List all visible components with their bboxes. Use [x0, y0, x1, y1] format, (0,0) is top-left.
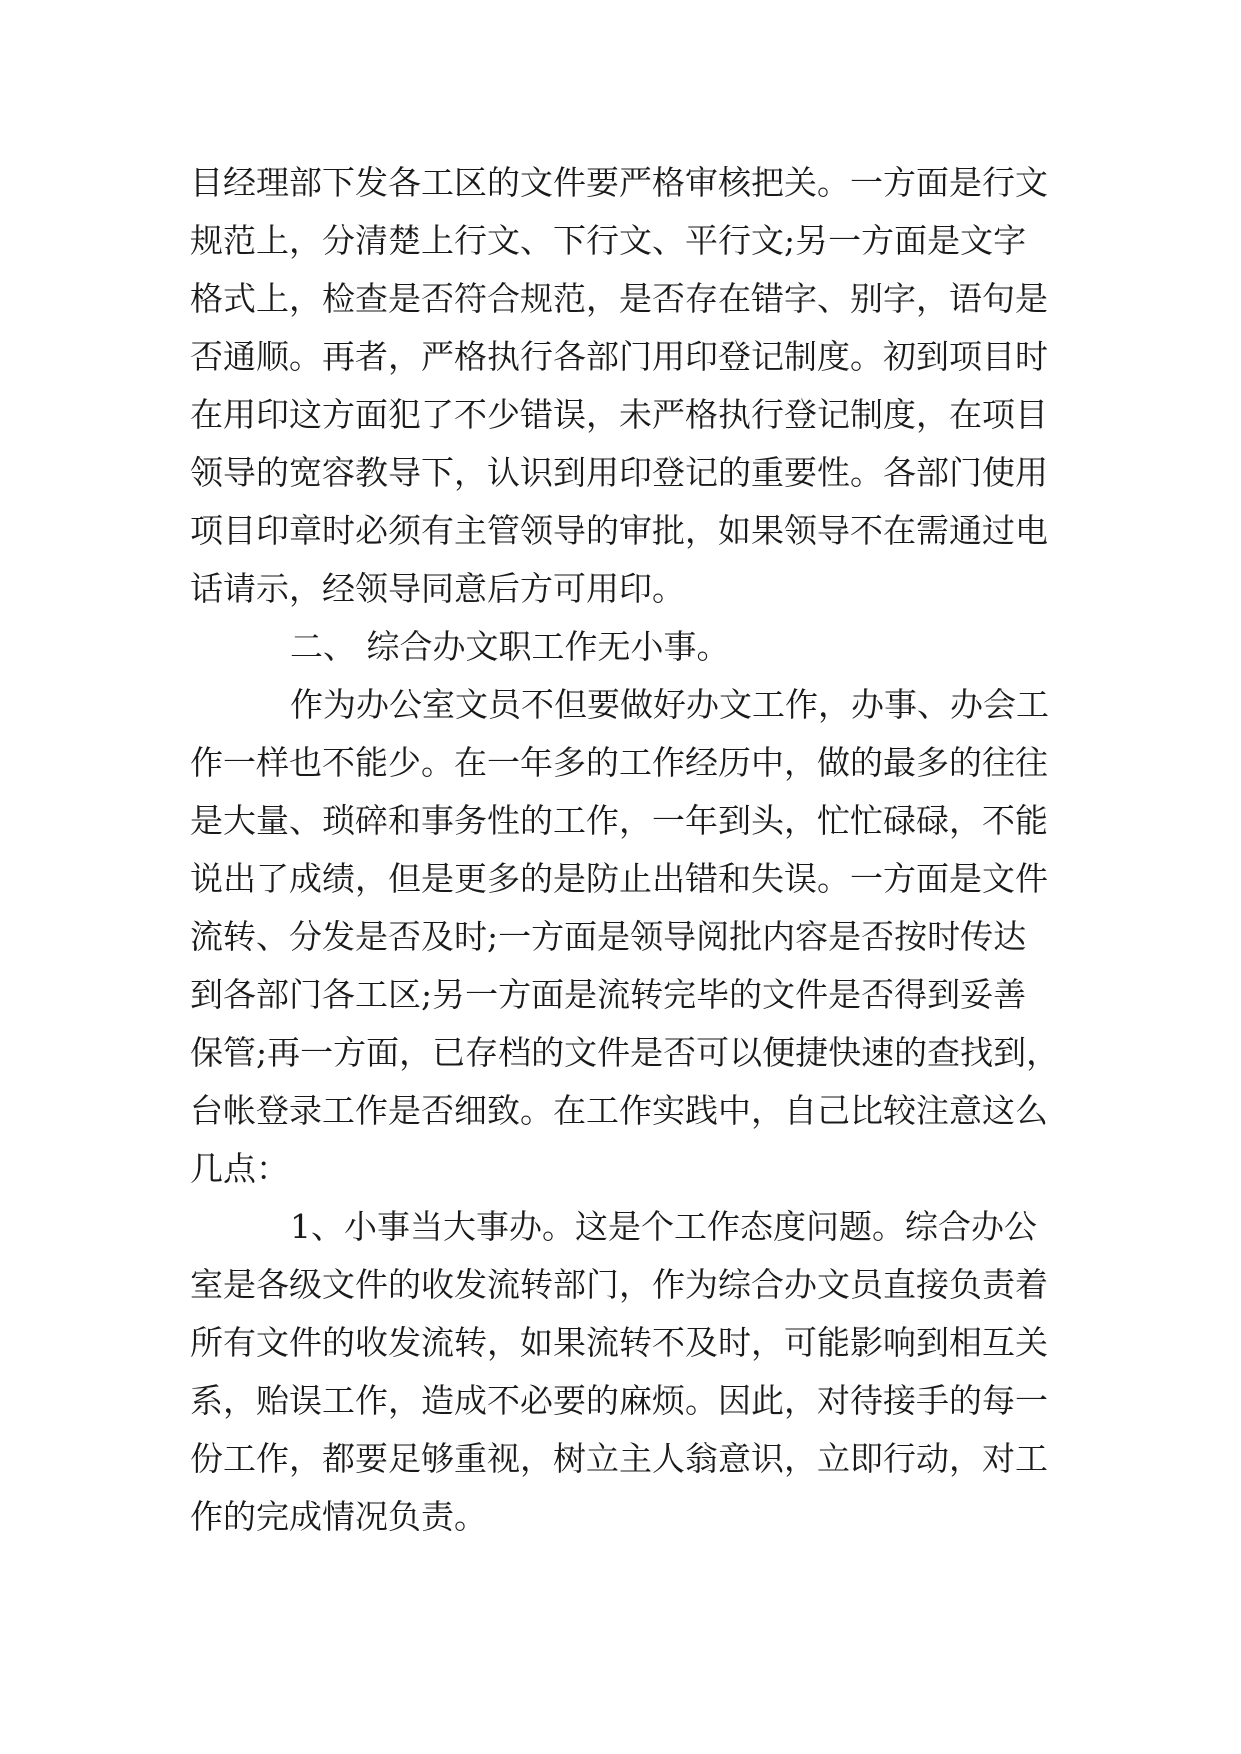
- text-line: 作一样也不能少。在一年多的工作经历中，做的最多的往往: [190, 743, 1048, 782]
- text-line: 台帐登录工作是否细致。在工作实践中，自己比较注意这么: [190, 1091, 1048, 1130]
- text-line: 目经理部下发各工区的文件要严格审核把关。一方面是行文: [190, 163, 1048, 202]
- section-heading: 二、 综合办文职工作无小事。: [290, 627, 730, 666]
- text-line: 作为办公室文员不但要做好办文工作，办事、办会工: [290, 685, 1049, 724]
- text-line: 到各部门各工区;另一方面是流转完毕的文件是否得到妥善: [190, 975, 1027, 1014]
- text-line: 说出了成绩，但是更多的是防止出错和失误。一方面是文件: [190, 859, 1048, 898]
- text-line: 项目印章时必须有主管领导的审批，如果领导不在需通过电: [190, 511, 1048, 550]
- text-line: 保管;再一方面，已存档的文件是否可以便捷快速的查找到，: [190, 1033, 1060, 1072]
- text-line: 所有文件的收发流转，如果流转不及时，可能影响到相互关: [190, 1323, 1048, 1362]
- text-line: 室是各级文件的收发流转部门，作为综合办文员直接负责着: [190, 1265, 1048, 1304]
- text-line: 规范上，分清楚上行文、下行文、平行文;另一方面是文字: [190, 221, 1027, 260]
- text-line: 否通顺。再者，严格执行各部门用印登记制度。初到项目时: [190, 337, 1048, 376]
- text-line: 是大量、琐碎和事务性的工作，一年到头，忙忙碌碌，不能: [190, 801, 1048, 840]
- text-line: 流转、分发是否及时;一方面是领导阅批内容是否按时传达: [190, 917, 1027, 956]
- text-line: 话请示，经领导同意后方可用印。: [190, 569, 685, 608]
- text-line: 领导的宽容教导下，认识到用印登记的重要性。各部门使用: [190, 453, 1048, 492]
- document-body: [190, 154, 1060, 1546]
- text-line: 在用印这方面犯了不少错误，未严格执行登记制度，在项目: [190, 395, 1048, 434]
- text-line: 格式上，检查是否符合规范，是否存在错字、别字，语句是: [190, 279, 1048, 318]
- text-line: 系，贻误工作，造成不必要的麻烦。因此，对待接手的每一: [190, 1381, 1048, 1420]
- numbered-item: 1、小事当大事办。这是个工作态度问题。综合办公: [290, 1207, 1037, 1246]
- text-line: 几点：: [190, 1149, 289, 1188]
- text-line: 份工作，都要足够重视，树立主人翁意识，立即行动，对工: [190, 1439, 1048, 1478]
- text-line: 作的完成情况负责。: [190, 1497, 487, 1536]
